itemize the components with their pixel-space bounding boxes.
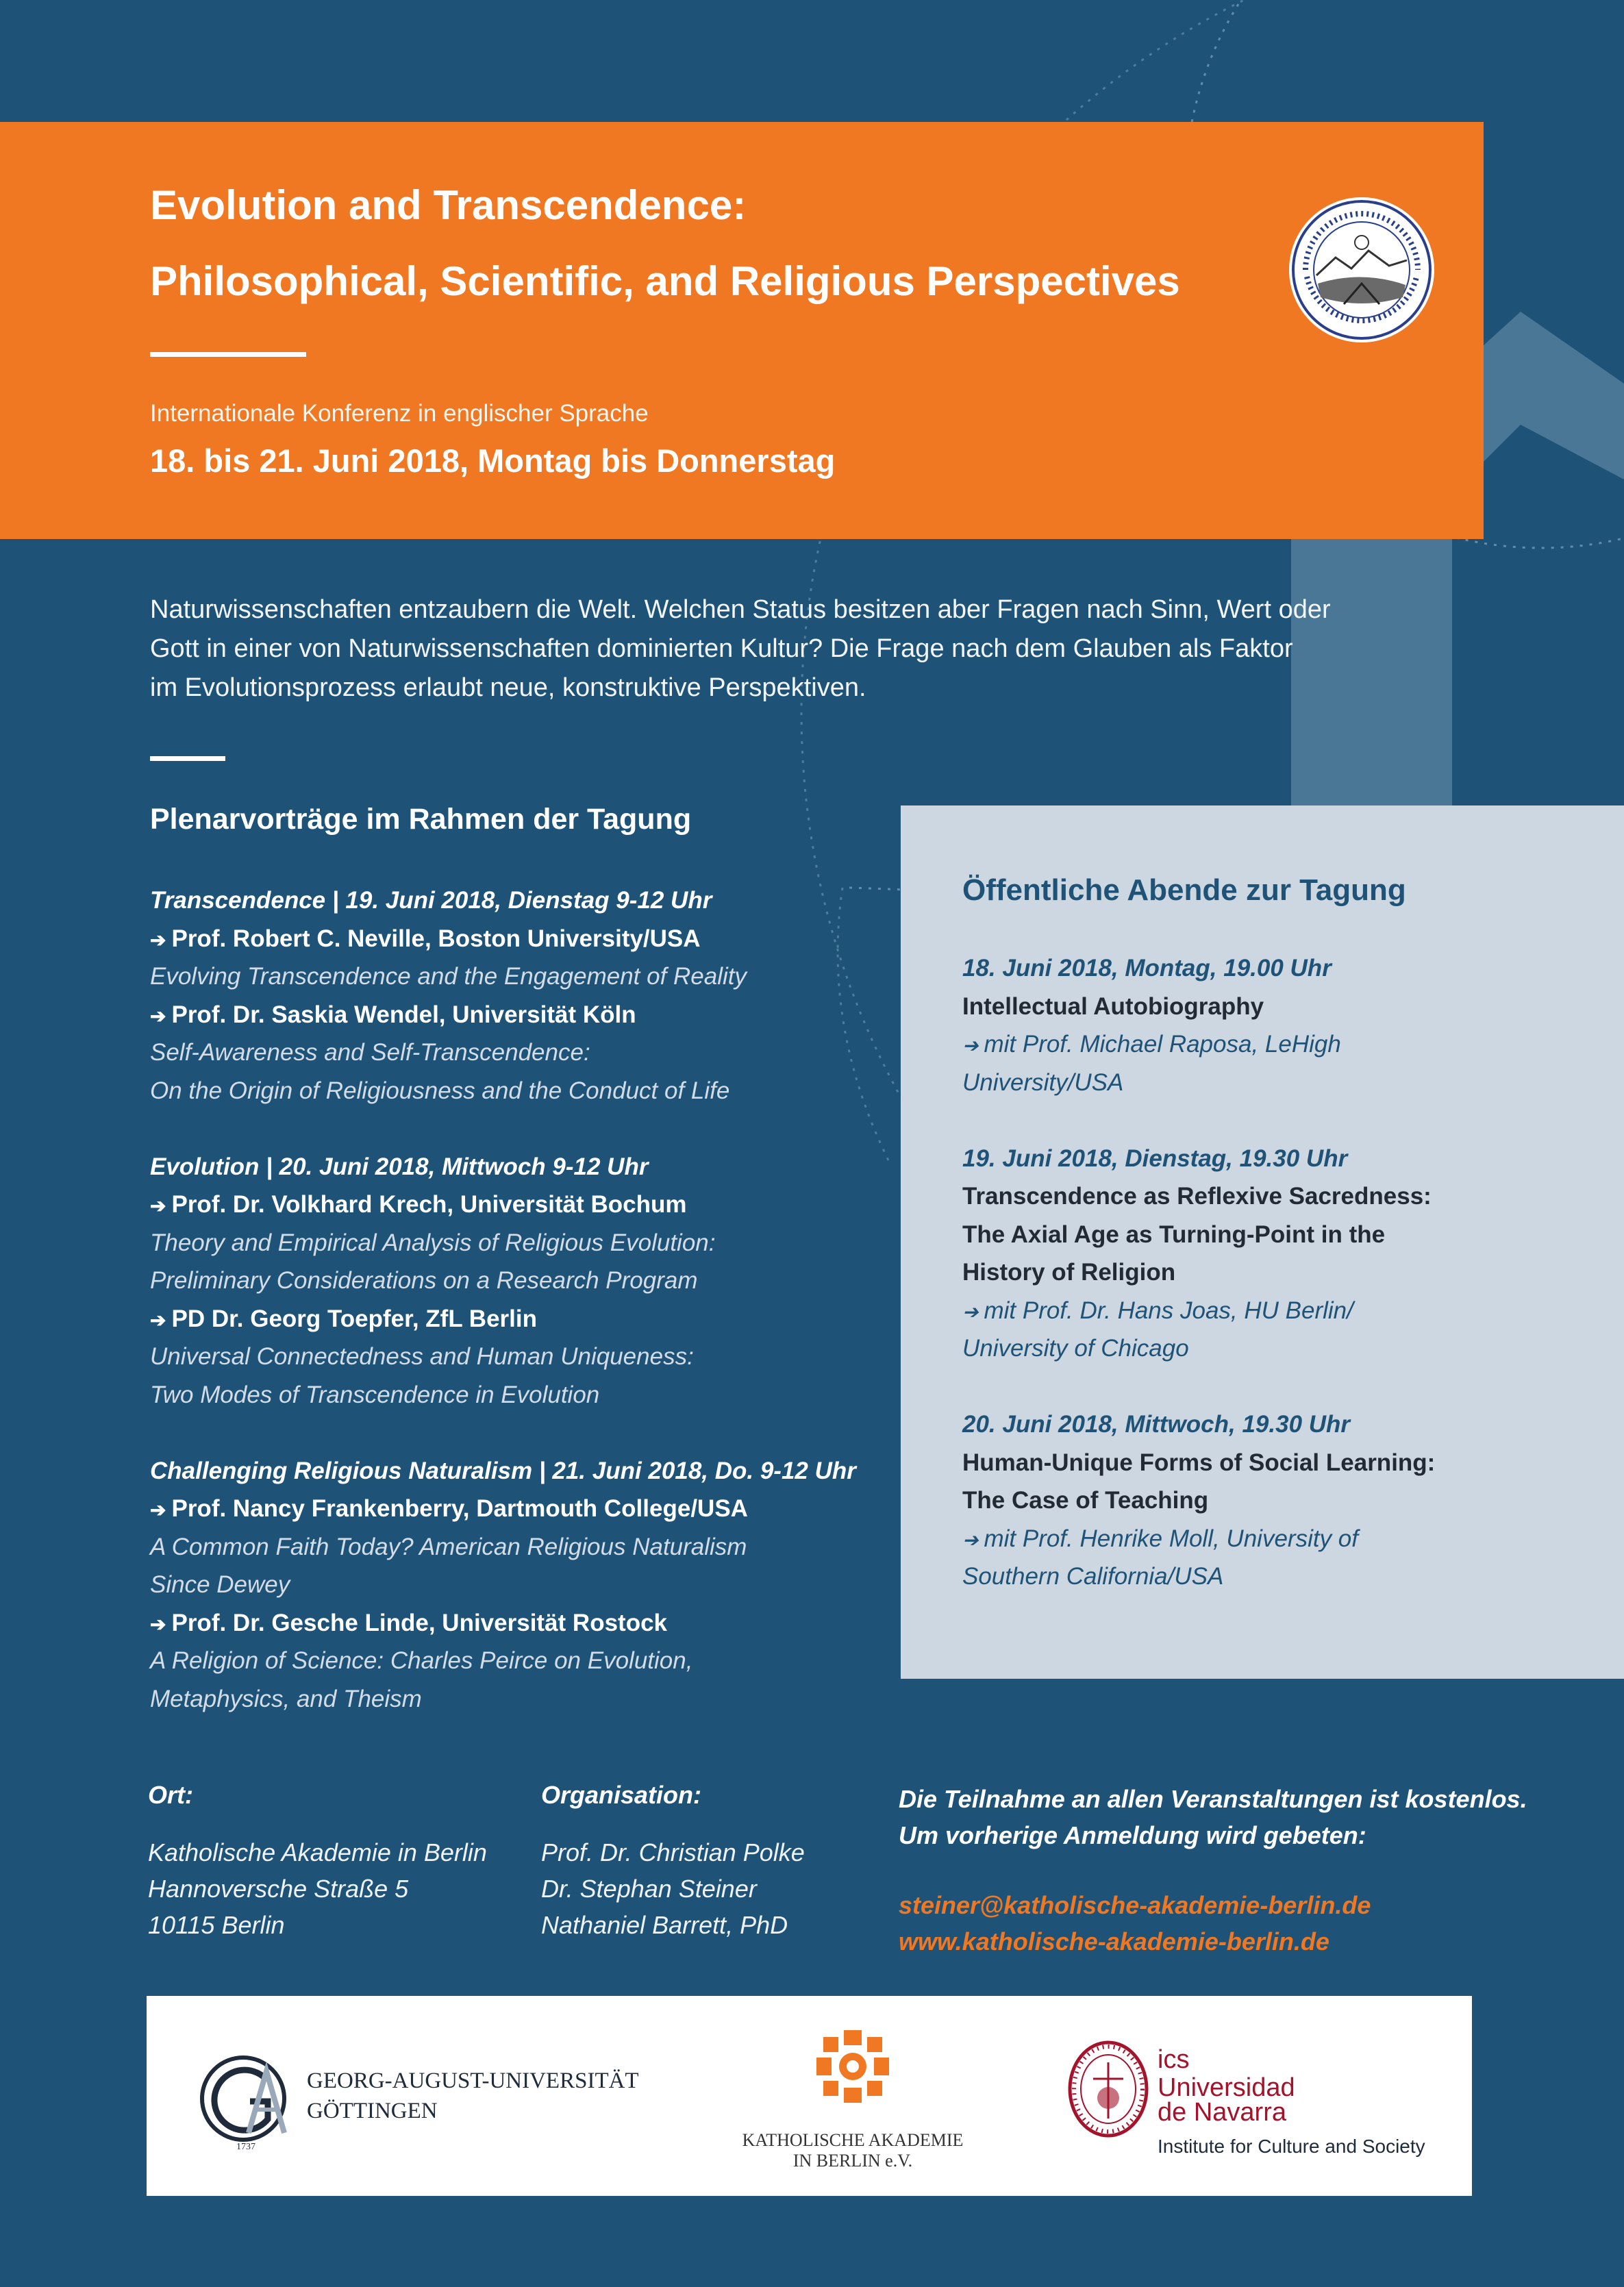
evening-title: History of Religion [962,1259,1176,1286]
akademie-line: IN BERLIN e.V. [792,2151,913,2171]
plenary-speaker: ➔ Prof. Nancy Frankenberry, Dartmouth College/USA [150,1495,748,1522]
navarra-line: Universidad [1158,2073,1295,2102]
goettingen-emblem-logo [195,2052,295,2152]
plenary-session-heading: Challenging Religious Naturalism | 21. Juni 2018, Do. 9-12 Uhr [150,1457,856,1484]
arrow-right-icon: ➔ [962,1301,979,1323]
organisation-label: Organisation: [541,1781,702,1809]
akademie-line: KATHOLISCHE AKADEMIE [742,2130,964,2150]
svg-text:1737: 1737 [236,2142,255,2152]
intro-divider [150,756,225,761]
arrow-right-icon: ➔ [962,1035,979,1056]
plenary-talk-title: Theory and Empirical Analysis of Religious Evolution: [150,1229,716,1256]
evening-title: Transcendence as Reflexive Sacredness: [962,1183,1432,1210]
navarra-institute: Institute for Culture and Society [1158,2136,1425,2157]
public-evenings-heading: Öffentliche Abende zur Tagung [962,873,1406,907]
title-line-2: Philosophical, Scientific, and Religious Perspectives [150,258,1180,304]
header-divider [150,352,306,357]
arrow-right-icon: ➔ [150,1195,166,1216]
registration-note [899,1781,1527,1853]
plenary-heading: Plenarvorträge im Rahmen der Tagung [150,803,692,836]
plenary-speaker: ➔ Prof. Dr. Gesche Linde, Universität Rostock [150,1609,668,1636]
plenary-speaker: ➔ Prof. Robert C. Neville, Boston University/USA [150,925,701,952]
arrow-right-icon: ➔ [150,1309,166,1331]
arrow-right-icon: ➔ [962,1529,979,1551]
venue-line: Hannoversche Straße 5 [148,1875,409,1903]
evening-title: The Axial Age as Turning-Point in the [962,1221,1386,1248]
email-link[interactable]: steiner@katholische-akademie-berlin.de [899,1891,1371,1919]
evening-speaker: University of Chicago [962,1335,1189,1362]
evening-speaker: ➔ mit Prof. Henrike Moll, University of [962,1525,1358,1552]
plenary-talk-title: Universal Connectedness and Human Uniqueness: [150,1343,694,1370]
plenary-talk-title: A Common Faith Today? American Religious Naturalism [150,1533,747,1560]
evening-speaker: ➔ mit Prof. Dr. Hans Joas, HU Berlin/ [962,1297,1353,1324]
organiser-name: Nathaniel Barrett, PhD [541,1911,788,1939]
evening-speaker: Southern California/USA [962,1563,1224,1590]
plenary-speaker: ➔ PD Dr. Georg Toepfer, ZfL Berlin [150,1305,537,1332]
navarra-line: de Navarra [1158,2098,1286,2127]
plenary-talk-title: Evolving Transcendence and the Engagement of Reality [150,963,747,990]
venue-label: Ort: [148,1781,193,1809]
plenary-program [150,882,876,1718]
organiser-name: Prof. Dr. Christian Polke [541,1838,805,1866]
intro-line: im Evolutionsprozess erlaubt neue, konstruktive Perspektiven. [150,673,866,702]
navarra-name [1158,2075,1295,2125]
plenary-session-heading: Transcendence | 19. Juni 2018, Dienstag 9-12 Uhr [150,887,712,914]
title-line-1: Evolution and Transcendence: [150,182,747,228]
katholische-akademie-logo [811,2025,895,2108]
plenary-speaker: ➔ Prof. Dr. Saskia Wendel, Universität Köln [150,1001,636,1028]
goettingen-line: GÖTTINGEN [307,2099,438,2123]
katholische-akademie-name [740,2130,966,2171]
plenary-talk-title: On the Origin of Religiousness and the Conduct of Life [150,1077,730,1104]
plenary-talk-title: Self-Awareness and Self-Transcendence: [150,1039,590,1066]
plenary-talk-title: A Religion of Science: Charles Peirce on Evolution, [150,1647,693,1674]
organisers [541,1834,805,1943]
organiser-name: Dr. Stephan Steiner [541,1875,757,1903]
venue-line: 10115 Berlin [148,1911,285,1939]
arrow-right-icon: ➔ [150,929,166,951]
conference-dates: 18. bis 21. Juni 2018, Montag bis Donnerstag [150,442,836,479]
evening-title: The Case of Teaching [962,1487,1209,1514]
navarra-ics: ics [1158,2045,1190,2074]
plenary-talk-title: Since Dewey [150,1571,290,1598]
intro-text [150,590,1451,708]
plenary-talk-title: Preliminary Considerations on a Research Program [150,1267,698,1294]
evening-date: 19. Juni 2018, Dienstag, 19.30 Uhr [962,1145,1348,1172]
evening-date: 20. Juni 2018, Mittwoch, 19.30 Uhr [962,1411,1351,1438]
navarra-seal-logo [1066,2038,1155,2140]
venue-line: Katholische Akademie in Berlin [148,1838,487,1866]
evening-speaker: ➔ mit Prof. Michael Raposa, LeHigh [962,1031,1341,1058]
evening-speaker: University/USA [962,1068,1124,1096]
arrow-right-icon: ➔ [150,1613,166,1635]
evening-title: Intellectual Autobiography [962,992,1264,1020]
goettingen-line: GEORG-AUGUST-UNIVERSITÄT [307,2069,639,2093]
institute-seal-logo [1286,195,1437,345]
intro-line: Naturwissenschaften entzaubern die Welt. Welchen Status besitzen aber Fragen nach Sinn, Wert oder [150,595,1331,624]
intro-line: Gott in einer von Naturwissenschaften dominierten Kultur? Die Frage nach dem Glauben als Faktor [150,634,1293,663]
goettingen-name [307,2066,639,2126]
plenary-talk-title: Two Modes of Transcendence in Evolution [150,1381,600,1408]
arrow-right-icon: ➔ [150,1499,166,1521]
plenary-talk-title: Metaphysics, and Theism [150,1685,422,1712]
evening-title: Human-Unique Forms of Social Learning: [962,1449,1436,1476]
venue-address [148,1834,487,1943]
evening-date: 18. Juni 2018, Montag, 19.00 Uhr [962,955,1332,982]
conference-subtitle: Internationale Konferenz in englischer Sprache [150,400,649,427]
note-line: Um vorherige Anmeldung wird gebeten: [899,1821,1366,1849]
arrow-right-icon: ➔ [150,1005,166,1027]
contact-links [899,1887,1371,1960]
public-evenings-list [962,949,1592,1596]
plenary-session-heading: Evolution | 20. Juni 2018, Mittwoch 9-12 Uhr [150,1153,649,1180]
website-link[interactable]: www.katholische-akademie-berlin.de [899,1927,1329,1955]
plenary-speaker: ➔ Prof. Dr. Volkhard Krech, Universität Bochum [150,1191,687,1218]
note-line: Die Teilnahme an allen Veranstaltungen ist kostenlos. [899,1785,1527,1813]
